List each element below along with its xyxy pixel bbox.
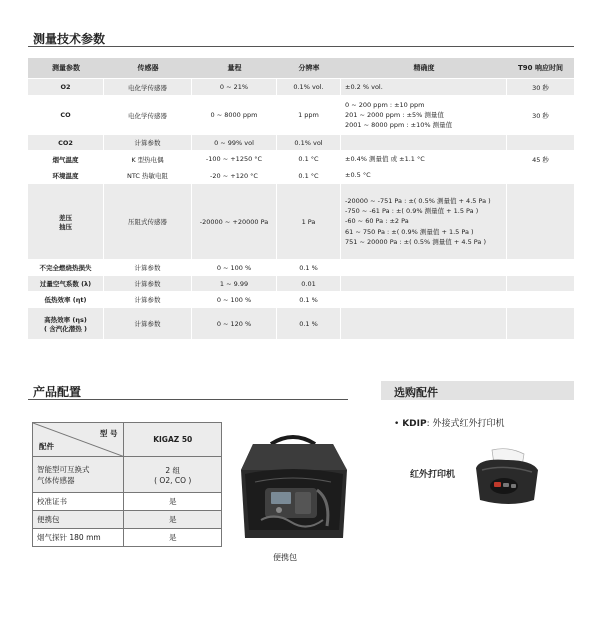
config-section-title: 产品配置	[33, 385, 82, 399]
spec-range: -20 ~ +120 °C	[192, 168, 277, 184]
spec-header-accuracy: 精确度	[341, 58, 507, 79]
spec-range: 0 ~ 120 %	[192, 308, 277, 340]
spec-param: O2	[28, 79, 104, 96]
spec-accuracy-line: 751 ~ 20000 Pa : ±( 0.5% 测量值 + 4.5 Pa )	[345, 237, 486, 246]
spec-param: 低热效率 (ηt)	[28, 292, 104, 308]
spec-sensor: 计算参数	[104, 260, 192, 276]
config-value: 是	[124, 529, 222, 547]
options-section-title: 选购配件	[394, 386, 438, 399]
spec-sensor: 电化学传感器	[104, 79, 192, 96]
spec-header-sensor: 传感器	[104, 58, 192, 79]
carry-bag-image	[231, 430, 355, 545]
config-row	[33, 457, 222, 493]
spec-response	[507, 292, 574, 308]
spec-sensor: NTC 热敏电阻	[104, 168, 192, 184]
config-item: 智能型可互换式 气体传感器	[33, 457, 124, 493]
specs-section-title: 测量技术参数	[33, 32, 106, 46]
spec-param: CO	[28, 96, 104, 135]
spec-accuracy-line: 2001 ~ 8000 ppm : ±10% 测量值	[345, 121, 453, 130]
config-item: 校准证书	[33, 493, 124, 511]
spec-accuracy-line: ±0.2 % vol.	[345, 82, 383, 91]
printer-image	[470, 448, 544, 510]
spec-accuracy	[341, 96, 507, 135]
spec-param: 环境温度	[28, 168, 104, 184]
spec-range: 0 ~ 100 %	[192, 292, 277, 308]
spec-accuracy	[341, 292, 507, 308]
spec-accuracy	[341, 151, 507, 168]
spec-range: 0 ~ 8000 ppm	[192, 96, 277, 135]
config-title-rule	[28, 399, 348, 400]
spec-header-response: T90 响应时间	[507, 58, 574, 79]
config-diagonal-header	[33, 423, 124, 457]
spec-resolution: 0.1 °C	[277, 151, 341, 168]
spec-param: CO2	[28, 135, 104, 151]
spec-accuracy	[341, 184, 507, 260]
spec-sensor: K 型热电偶	[104, 151, 192, 168]
spec-response: 30 秒	[507, 79, 574, 96]
spec-range: 0 ~ 99% vol	[192, 135, 277, 151]
spec-param: 差压 抽压	[28, 184, 104, 260]
spec-response	[507, 260, 574, 276]
bag-caption: 便携包	[273, 553, 297, 562]
spec-resolution: 1 ppm	[277, 96, 341, 135]
spec-header-range: 量程	[192, 58, 277, 79]
spec-accuracy	[341, 168, 507, 184]
spec-accuracy	[341, 260, 507, 276]
option-item-kdip	[394, 416, 504, 429]
config-row	[33, 493, 222, 511]
option-item-code: KDIP	[402, 419, 427, 429]
spec-sensor: 计算参数	[104, 276, 192, 292]
spec-response	[507, 135, 574, 151]
spec-response	[507, 168, 574, 184]
spec-table-body	[28, 79, 574, 340]
config-value: 是	[124, 493, 222, 511]
spec-resolution: 0.1 %	[277, 260, 341, 276]
spec-header-resolution: 分辨率	[277, 58, 341, 79]
spec-table	[28, 58, 574, 340]
config-table-body	[33, 457, 222, 547]
config-model-name: KIGAZ 50	[124, 423, 222, 457]
spec-sensor: 计算参数	[104, 292, 192, 308]
spec-row	[28, 168, 574, 184]
spec-accuracy-line: 201 ~ 2000 ppm : ±5% 测量值	[345, 110, 444, 119]
config-value: 是	[124, 511, 222, 529]
spec-sensor: 电化学传感器	[104, 96, 192, 135]
printer-label: 红外打印机	[410, 470, 456, 480]
spec-accuracy-line: -60 ~ 60 Pa : ±2 Pa	[345, 217, 409, 226]
spec-accuracy-line: -20000 ~ -751 Pa : ±( 0.5% 测量值 + 4.5 Pa )	[345, 197, 491, 206]
spec-row	[28, 184, 574, 260]
spec-header-param: 测量参数	[28, 58, 104, 79]
spec-row	[28, 135, 574, 151]
spec-accuracy-line: 0 ~ 200 ppm : ±10 ppm	[345, 100, 425, 109]
spec-range: -100 ~ +1250 °C	[192, 151, 277, 168]
config-row	[33, 511, 222, 529]
spec-row	[28, 308, 574, 340]
spec-accuracy-line: -750 ~ -61 Pa : ±( 0.9% 测量值 + 1.5 Pa )	[345, 207, 479, 216]
config-header-parts: 配件	[39, 442, 54, 451]
spec-accuracy	[341, 276, 507, 292]
spec-header-row	[28, 58, 574, 79]
config-header-row	[33, 423, 222, 457]
spec-row	[28, 276, 574, 292]
spec-range: 0 ~ 21%	[192, 79, 277, 96]
spec-resolution: 0.1% vol.	[277, 79, 341, 96]
spec-accuracy	[341, 308, 507, 340]
spec-resolution: 0.1 °C	[277, 168, 341, 184]
spec-row	[28, 151, 574, 168]
spec-sensor: 计算参数	[104, 135, 192, 151]
config-value: 2 组 ( O2, CO )	[124, 457, 222, 493]
spec-resolution: 0.01	[277, 276, 341, 292]
spec-range: 1 ~ 9.99	[192, 276, 277, 292]
spec-sensor: 计算参数	[104, 308, 192, 340]
config-header-model: 型 号	[99, 429, 118, 438]
spec-sensor: 压阻式传感器	[104, 184, 192, 260]
config-row	[33, 529, 222, 547]
config-item: 烟气探针 180 mm	[33, 529, 124, 547]
spec-accuracy-line: 61 ~ 750 Pa : ±( 0.9% 测量值 + 1.5 Pa )	[345, 227, 474, 236]
spec-row	[28, 292, 574, 308]
config-item: 便携包	[33, 511, 124, 529]
spec-accuracy	[341, 135, 507, 151]
spec-response	[507, 308, 574, 340]
spec-row	[28, 96, 574, 135]
spec-row	[28, 79, 574, 96]
specs-title-rule	[28, 46, 574, 47]
spec-param: 不完全燃烧热损失	[28, 260, 104, 276]
option-bullet: •	[394, 419, 400, 429]
spec-response: 45 秒	[507, 151, 574, 168]
spec-response	[507, 184, 574, 260]
spec-response	[507, 276, 574, 292]
spec-range: 0 ~ 100 %	[192, 260, 277, 276]
spec-resolution: 0.1 %	[277, 292, 341, 308]
spec-resolution: 0.1% vol	[277, 135, 341, 151]
spec-range: -20000 ~ +20000 Pa	[192, 184, 277, 260]
option-item-desc: : 外接式红外打印机	[426, 419, 505, 429]
spec-resolution: 0.1 %	[277, 308, 341, 340]
spec-param: 烟气温度	[28, 151, 104, 168]
spec-resolution: 1 Pa	[277, 184, 341, 260]
spec-accuracy-line: ±0.4% 测量值 或 ±1.1 °C	[345, 154, 425, 163]
config-table	[32, 422, 222, 547]
spec-param: 过量空气系数 (λ)	[28, 276, 104, 292]
spec-accuracy-line: ±0.5 °C	[345, 171, 371, 180]
spec-accuracy	[341, 79, 507, 96]
spec-response: 30 秒	[507, 96, 574, 135]
spec-row	[28, 260, 574, 276]
spec-param: 高热效率 (ηs) ( 含汽化潜热 )	[28, 308, 104, 340]
